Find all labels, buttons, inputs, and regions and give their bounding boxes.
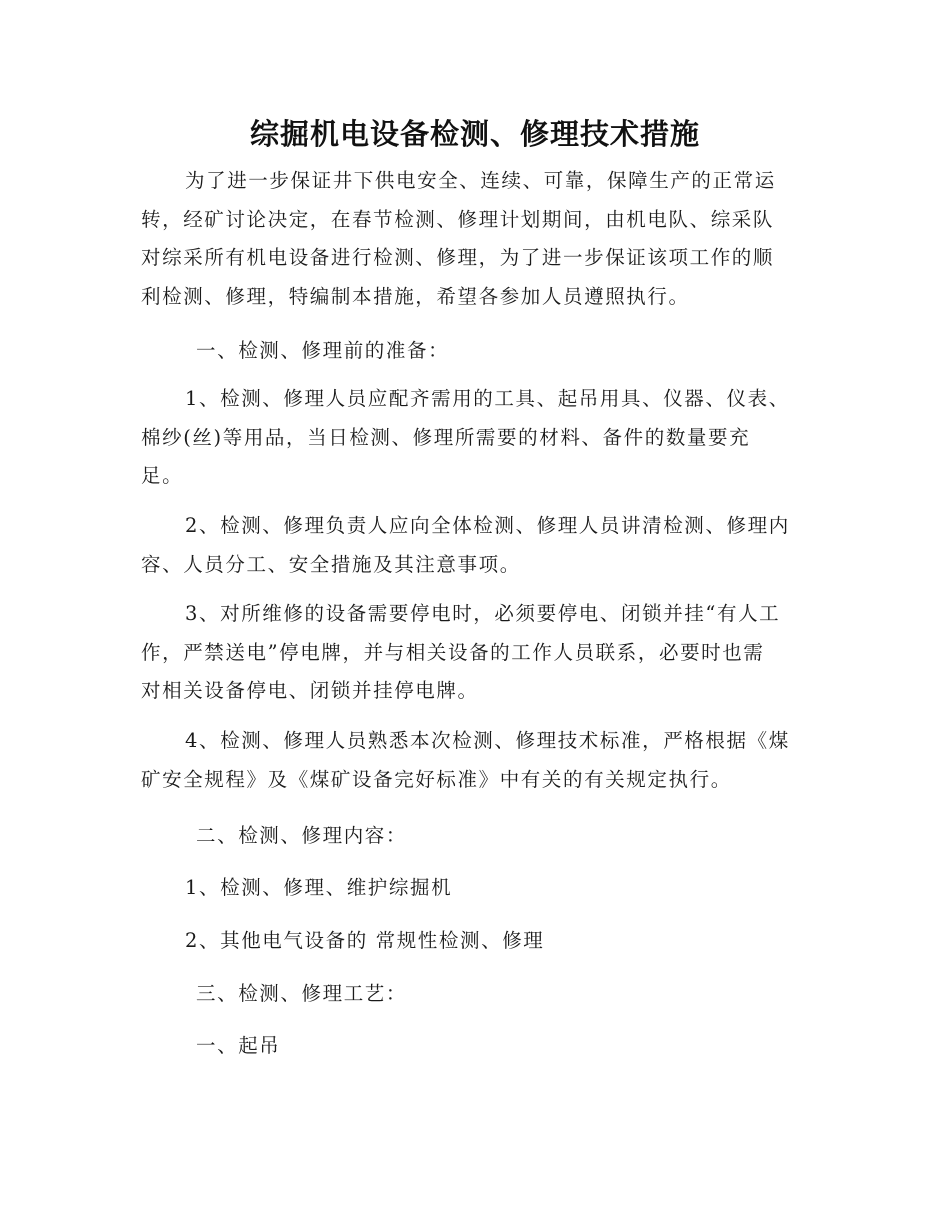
prep-item-2 — [141, 507, 809, 584]
item-line: 1、检测、修理人员应配齐需用的工具、起吊用具、仪器、仪表、 — [185, 387, 790, 410]
section-heading-1: 一、检测、修理前的准备： — [196, 339, 450, 362]
item-line: 足。 — [141, 464, 184, 487]
document-title: 综掘机电设备检测、修理技术措施 — [249, 117, 700, 151]
item-line: 3、对所维修的设备需要停电时，必须要停电、闭锁并挂“有人工 — [185, 602, 781, 625]
item-line: 2、检测、修理负责人应向全体检测、修理人员讲清检测、修理内 — [185, 514, 790, 537]
content-item-2: 2、其他电气设备的 常规性检测、修理 — [185, 929, 545, 952]
content-item-1: 1、检测、修理、维护综掘机 — [185, 876, 453, 899]
intro-paragraph — [141, 162, 809, 316]
prep-item-1 — [141, 380, 809, 496]
intro-line: 利检测、修理，特编制本措施，希望各参加人员遵照执行。 — [141, 284, 690, 308]
intro-line: 对综采所有机电设备进行检测、修理，为了进一步保证该项工作的顺 — [141, 246, 775, 269]
item-line: 4、检测、修理人员熟悉本次检测、修理技术标准，严格根据《煤 — [185, 729, 790, 752]
subsection-heading-1: 一、起吊 — [196, 1034, 281, 1057]
item-line: 对相关设备停电、闭锁并挂停电牌。 — [141, 679, 479, 702]
intro-line: 为了进一步保证井下供电安全、连续、可靠，保障生产的正常运 — [185, 169, 776, 192]
section-heading-2: 二、检测、修理内容： — [196, 824, 408, 847]
item-line: 容、人员分工、安全措施及其注意事项。 — [141, 552, 521, 576]
prep-item-3 — [141, 595, 809, 711]
intro-line: 转，经矿讨论决定，在春节检测、修理计划期间，由机电队、综采队 — [141, 207, 775, 231]
section-heading-3: 三、检测、修理工艺： — [196, 982, 408, 1005]
prep-item-4 — [141, 722, 809, 799]
item-line: 棉纱(丝)等用品，当日检测、修理所需要的材料、备件的数量要充 — [141, 425, 751, 449]
item-line: 矿安全规程》及《煤矿设备完好标准》中有关的有关规定执行。 — [141, 767, 732, 791]
item-line: 作，严禁送电”停电牌，并与相关设备的工作人员联系，必要时也需 — [141, 640, 765, 664]
